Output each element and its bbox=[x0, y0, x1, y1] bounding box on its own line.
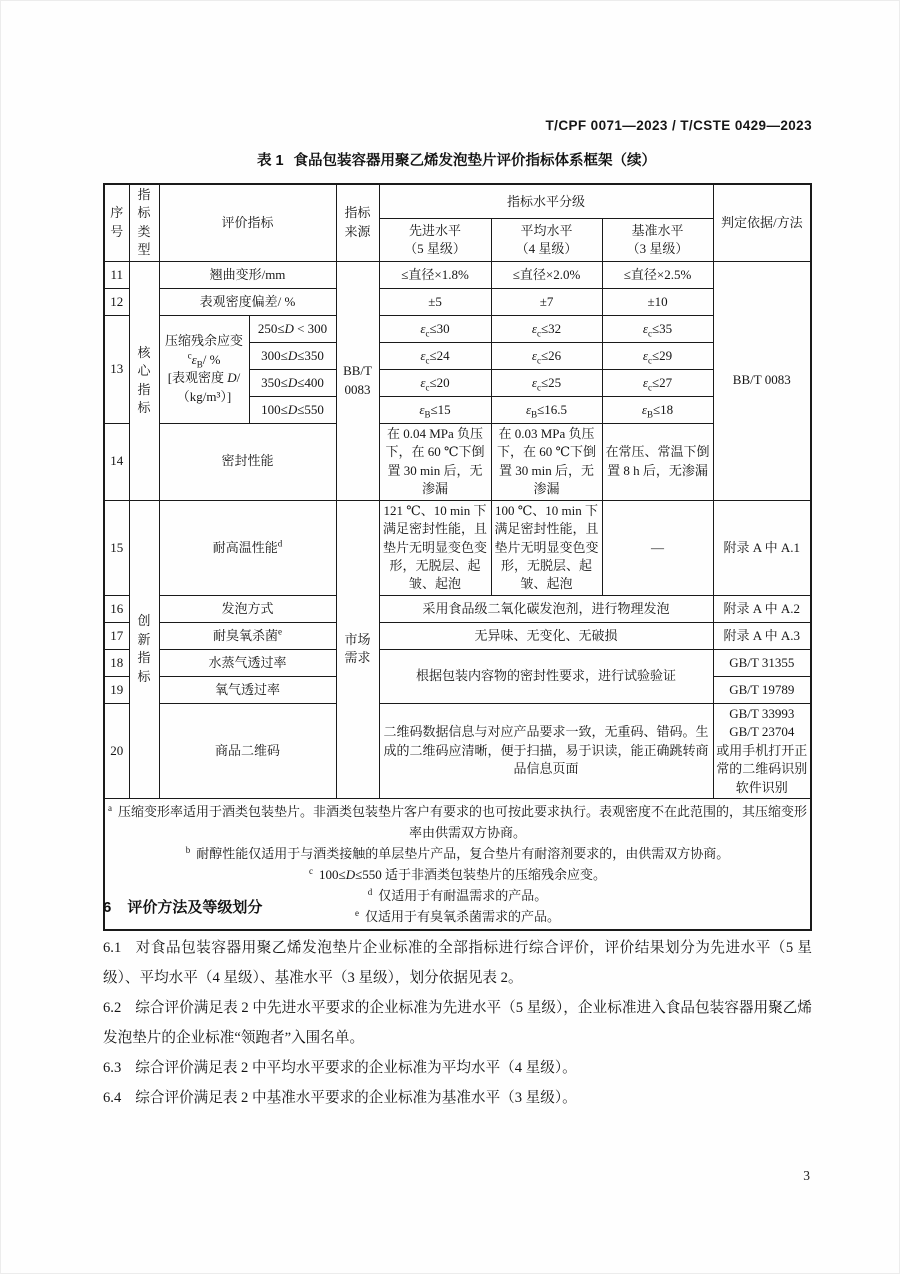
cell-source-innovation: 市场需求 bbox=[336, 500, 379, 799]
cell-average: $\varepsilon_B\le 16.5$ bbox=[491, 396, 602, 423]
cell-average: 100 ℃、10 min 下满足密封性能，且垫片无明显变色变形，无脱层、起皱、起泡 bbox=[491, 500, 602, 595]
cell-average: ≤直径×2.0% bbox=[491, 261, 602, 288]
table-row bbox=[104, 423, 811, 500]
cell-seq: 17 bbox=[104, 622, 129, 649]
col-header-level-group: 指标水平分级 bbox=[379, 184, 713, 219]
density-symbol: D bbox=[227, 370, 237, 386]
cell-baseline: ≤直径×2.5% bbox=[602, 261, 713, 288]
cell-indicator: 水蒸气透过率 bbox=[159, 649, 336, 676]
cell-indicator: 耐高温性能$^d$ bbox=[159, 500, 336, 595]
footnote-d: $^d$ 仅适用于有耐温需求的产品。 bbox=[367, 886, 548, 903]
evaluation-indicator-table bbox=[103, 183, 812, 931]
cell-judge: GB/T 33993 GB/T 23704 或用手机打开正常的二维码识别软件识别 bbox=[713, 703, 811, 798]
cell-indicator: 发泡方式 bbox=[159, 595, 336, 622]
paragraph-6-3: 6.3 综合评价满足表 2 中平均水平要求的企业标准为平均水平（4 星级）。 bbox=[103, 1060, 577, 1076]
cell-baseline: ±10 bbox=[602, 288, 713, 315]
cell-density-range: 250≤D < 300 bbox=[249, 315, 336, 342]
col-header-type: 指标类型 bbox=[129, 184, 159, 261]
cell-seq: 19 bbox=[104, 676, 129, 703]
cell-advanced: 在 0.04 MPa 负压下，在 60 ℃下倒置 30 min 后，无渗漏 bbox=[379, 423, 491, 500]
cell-judge: GB/T 31355 bbox=[713, 649, 811, 676]
cell-density-range: 350≤D≤400 bbox=[249, 369, 336, 396]
cell-baseline: $\varepsilon_c\le 29$ bbox=[602, 342, 713, 369]
col-header-seq: 序号 bbox=[104, 184, 129, 261]
col-header-average: 平均水平 （4 星级） bbox=[491, 219, 602, 261]
cell-advanced: ≤直径×1.8% bbox=[379, 261, 491, 288]
table-title-label: 表 1 bbox=[256, 153, 284, 169]
table-row bbox=[104, 649, 811, 676]
cell-indicator: 密封性能 bbox=[159, 423, 336, 500]
cell-average: $\varepsilon_c\le 25$ bbox=[491, 369, 602, 396]
document-number-header: T/CPF 0071—2023 / T/CSTE 0429—2023 bbox=[545, 118, 812, 133]
cell-indicator: 翘曲变形/mm bbox=[159, 261, 336, 288]
cell-indicator-compression: 压缩残余应变 $^c\varepsilon_B/$ % [表观密度 D/ （kg/m³）] bbox=[159, 315, 249, 423]
col-header-advanced: 先进水平 （5 星级） bbox=[379, 219, 491, 261]
cell-advanced: $\varepsilon_c\le 24$ bbox=[379, 342, 491, 369]
footnote-c: $^c$ 100≤D≤550 适于非酒类包装垫片的压缩残余应变。 bbox=[309, 865, 606, 882]
cell-source-core: BB/T 0083 bbox=[336, 261, 379, 500]
cell-indicator: 商品二维码 bbox=[159, 703, 336, 798]
cell-type-core: 核心指标 bbox=[129, 261, 159, 500]
cell-judge-core: BB/T 0083 bbox=[713, 261, 811, 500]
table-row bbox=[104, 315, 811, 342]
table-row bbox=[104, 500, 811, 595]
cell-advanced: $\varepsilon_c\le 20$ bbox=[379, 369, 491, 396]
epsilon-symbol: ε bbox=[191, 351, 197, 367]
table-row bbox=[104, 622, 811, 649]
paragraph-6-2: 6.2 综合评价满足表 2 中先进水平要求的企业标准为先进水平（5 星级），企业标准进入食品包装容器用聚乙烯发泡垫片的企业标准“领跑者”入围名单。 bbox=[103, 1000, 812, 1046]
page-number: 3 bbox=[803, 1168, 810, 1183]
cell-baseline: — bbox=[602, 500, 713, 595]
cell-seq: 14 bbox=[104, 423, 129, 500]
col-header-judge: 判定依据/方法 bbox=[713, 184, 811, 261]
cell-seq: 12 bbox=[104, 288, 129, 315]
cell-judge: 附录 A 中 A.1 bbox=[713, 500, 811, 595]
cell-advanced: $\varepsilon_B\le 15$ bbox=[379, 396, 491, 423]
cell-average: $\varepsilon_c\le 32$ bbox=[491, 315, 602, 342]
cell-density-range: 300≤D≤350 bbox=[249, 342, 336, 369]
cell-requirement: 二维码数据信息与对应产品要求一致，无重码、错码。生成的二维码应清晰，便于扫描，易于识读，能正确跳转商品信息页面 bbox=[379, 703, 713, 798]
cell-advanced: 121 ℃、10 min 下满足密封性能，且垫片无明显变色变形，无脱层、起皱、起泡 bbox=[379, 500, 491, 595]
cell-requirement: 采用食品级二氧化碳发泡剂，进行物理发泡 bbox=[379, 595, 713, 622]
table-row bbox=[104, 261, 811, 288]
cell-seq: 20 bbox=[104, 703, 129, 798]
cell-type-innovation: 创新指标 bbox=[129, 500, 159, 799]
footnote-b: $^b$ 耐醇性能仅适用于与酒类接触的单层垫片产品，复合垫片有耐溶剂要求的，由供需双方协商。 bbox=[185, 844, 730, 861]
cell-requirement: 无异味、无变化、无破损 bbox=[379, 622, 713, 649]
table-title-text: 食品包装容器用聚乙烯发泡垫片评价指标体系框架（续） bbox=[293, 153, 657, 169]
cell-baseline: $\varepsilon_c\le 27$ bbox=[602, 369, 713, 396]
cell-advanced: $\varepsilon_c\le 30$ bbox=[379, 315, 491, 342]
cell-judge: 附录 A 中 A.2 bbox=[713, 595, 811, 622]
cell-judge: 附录 A 中 A.3 bbox=[713, 622, 811, 649]
table-title bbox=[103, 149, 810, 170]
cell-seq: 15 bbox=[104, 500, 129, 595]
cell-seq: 16 bbox=[104, 595, 129, 622]
cell-average: ±7 bbox=[491, 288, 602, 315]
footnote-a: $^a$ 压缩变形率适用于酒类包装垫片。非酒类包装垫片客户有要求的也可按此要求执行。表观密度不在此范围的，其压缩变形率由供需双方协商。 bbox=[108, 802, 808, 840]
col-header-baseline: 基准水平 （3 星级） bbox=[602, 219, 713, 261]
cell-baseline: $\varepsilon_c\le 35$ bbox=[602, 315, 713, 342]
paragraph-6-1: 6.1 对食品包装容器用聚乙烯发泡垫片企业标准的全部指标进行综合评价，评价结果划分为先进水平（5 星级）、平均水平（4 星级）、基准水平（3 星级），划分依据见表 2。 bbox=[103, 940, 812, 986]
paragraph-6-4: 6.4 综合评价满足表 2 中基准水平要求的企业标准为基准水平（3 星级）。 bbox=[103, 1090, 577, 1106]
section-6 bbox=[103, 896, 812, 1113]
cell-average: $\varepsilon_c\le 26$ bbox=[491, 342, 602, 369]
section-6-heading: 6 评价方法及等级划分 bbox=[103, 899, 263, 916]
cell-seq: 13 bbox=[104, 315, 129, 423]
cell-density-range: 100≤D≤550 bbox=[249, 396, 336, 423]
cell-baseline: $\varepsilon_B\le 18$ bbox=[602, 396, 713, 423]
table-row bbox=[104, 703, 811, 798]
cell-seq: 11 bbox=[104, 261, 129, 288]
cell-indicator: 表观密度偏差/ % bbox=[159, 288, 336, 315]
table-row bbox=[104, 595, 811, 622]
cell-judge: GB/T 19789 bbox=[713, 676, 811, 703]
col-header-indicator: 评价指标 bbox=[159, 184, 336, 261]
cell-seq: 18 bbox=[104, 649, 129, 676]
table-row bbox=[104, 288, 811, 315]
cell-requirement: 根据包装内容物的密封性要求，进行试验验证 bbox=[379, 649, 713, 703]
footnote-e: $^e$ 仅适用于有臭氧杀菌需求的产品。 bbox=[355, 907, 561, 924]
cell-indicator: 氧气透过率 bbox=[159, 676, 336, 703]
table-header-row-1 bbox=[104, 184, 811, 219]
cell-advanced: ±5 bbox=[379, 288, 491, 315]
cell-indicator: 耐臭氧杀菌$^e$ bbox=[159, 622, 336, 649]
cell-average: 在 0.03 MPa 负压下，在 60 ℃下倒置 30 min 后，无渗漏 bbox=[491, 423, 602, 500]
cell-baseline: 在常压、常温下倒置 8 h 后，无渗漏 bbox=[602, 423, 713, 500]
col-header-source: 指标来源 bbox=[336, 184, 379, 261]
